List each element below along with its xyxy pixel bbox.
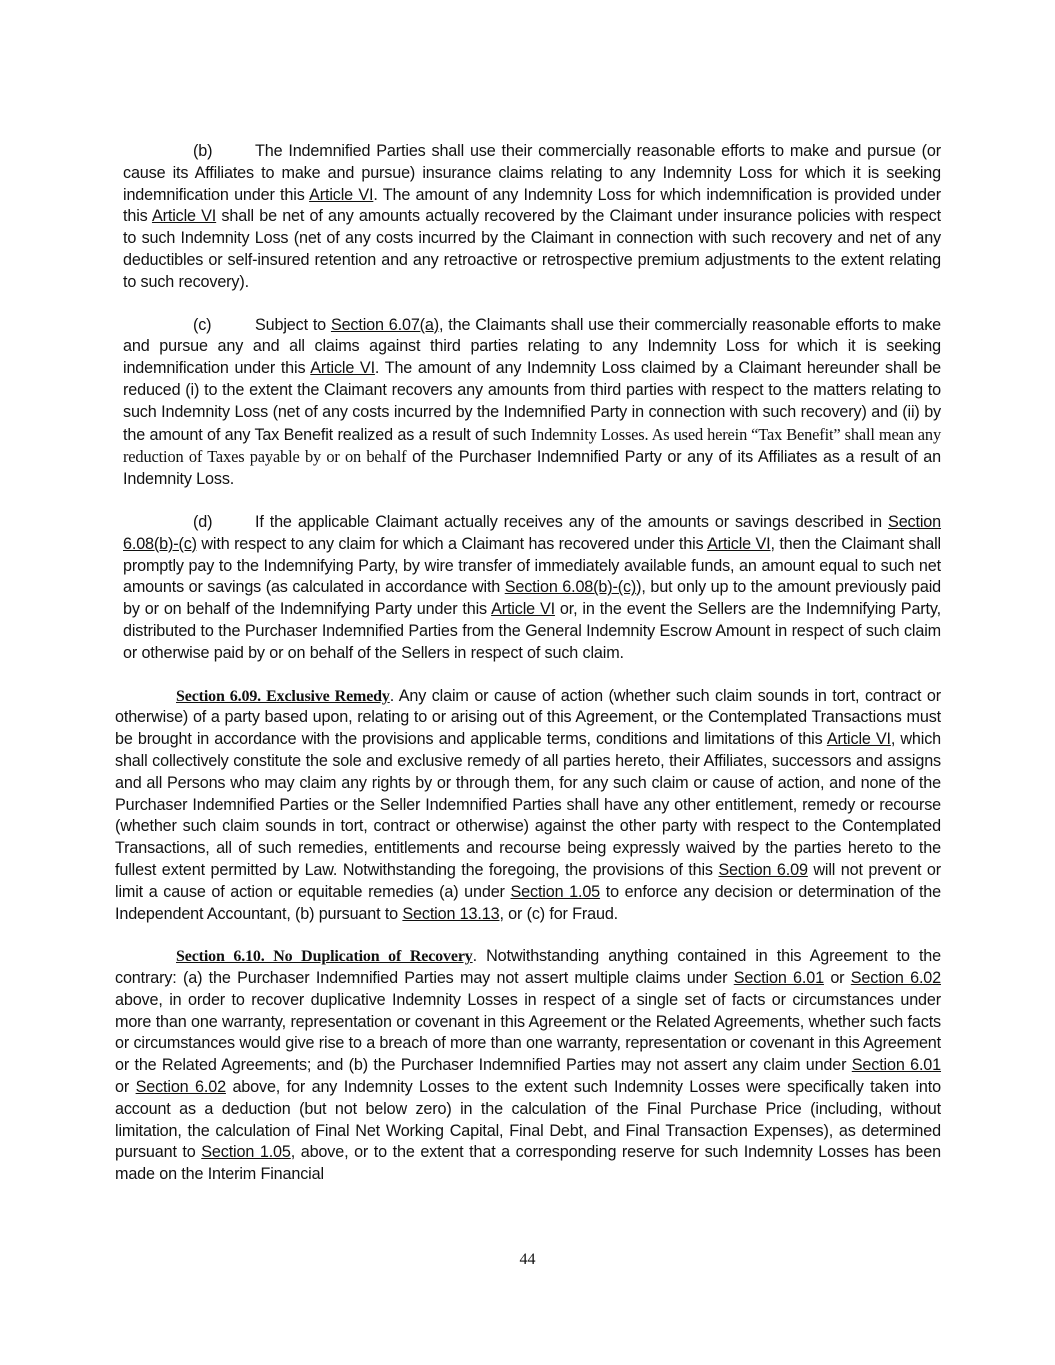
article-reference: Article VI — [309, 185, 374, 204]
paragraph-b: (b) The Indemnified Parties shall use their commercially reasonable efforts to make and pursue (or cause its Affiliates to make and pursue) insurance claims relating to any Indemnity Loss for which it is seeking indemnification under this Article VI. The amount of any Indemnity Loss for which indemnification is provided under this Article VI shall be net of any amounts actually recovered by the Claimant under insurance policies with respect to such Indemnity Loss (net of any costs incurred by the Claimant in connection with such recovery and net of any deductibles or self-insured retention and any retroactive or retrospective premium adjustments to the extent relating to such recovery). — [123, 142, 941, 291]
section-reference: Section 6.02 — [850, 969, 941, 988]
section-heading: Section 6.10. No Duplication of Recovery — [176, 948, 473, 966]
document-page — [115, 141, 941, 1186]
article-reference: Article VI — [310, 359, 375, 378]
paragraph-label: (c) — [193, 315, 212, 334]
section-reference: Section 6.02 — [135, 1078, 226, 1097]
section-reference: Section 6.08(b)-(c) — [504, 578, 637, 597]
section-reference: Section 6.01 — [851, 1056, 942, 1075]
section-reference: Section 6.08(b)-(c) — [123, 512, 941, 553]
section-6-10: Section 6.10. No Duplication of Recovery. Notwithstanding anything contained in this Agreement to the contrary: (a) the Purchaser Indemnified Parties may not assert multiple claims under Section 6.01 or Section 6.02 above, in order to recover duplicative Indemnity Losses in respect of a single set of facts or circumstances under more than one warranty, representation or covenant in this Agreement or the Related Agreements, whether such facts or circumstances would give rise to a breach of more than one warranty, representation or covenant in this Agreement or the Related Agreements; and (b) the Purchaser Indemnified Parties may not assert any claim under Section 6.01 or Section 6.02 above, for any Indemnity Losses to the extent such Indemnity Losses were specifically taken into account as a deduction (but not below zero) in the calculation of the Final Purchase Price (including, without limitation, the calculation of Final Net Working Capital, Final Debt, and Final Transaction Expenses), as determined pursuant to Section 1.05, above, or to the extent that a corresponding reserve for such Indemnity Losses has been made on the Interim Financial — [115, 947, 942, 1184]
paragraph-label: (d) — [193, 512, 213, 531]
page-number: 44 — [519, 1251, 536, 1268]
section-reference: Section 6.07(a) — [330, 315, 440, 334]
paragraph-d: (d) If the applicable Claimant actually receives any of the amounts or savings described in Section 6.08(b)-(c) with respect to any claim for which a Claimant has recovered under this Article VI, then the Claimant shall promptly pay to the Indemnifying Party, by wire transfer of immediately available funds, an amount equal to such net amounts or savings (as calculated in accordance with Section 6.08(b)-(c)), but only up to the amount previously paid by or on behalf of the Indemnifying Party under this Article VI or, in the event the Sellers are the Indemnifying Party, distributed to the Purchaser Indemnified Parties from the General Indemnity Escrow Amount in respect of such claim or otherwise paid by or on behalf of the Sellers in respect of such claim. — [123, 512, 941, 662]
paragraph-label: (b) — [193, 142, 213, 160]
section-heading: Section 6.09. Exclusive Remedy — [176, 687, 390, 705]
section-reference: Section 13.13 — [402, 904, 500, 923]
article-reference: Article VI — [826, 730, 891, 749]
article-reference: Article VI — [151, 207, 217, 226]
section-reference: Section 1.05 — [510, 882, 601, 901]
section-reference: Section 6.01 — [733, 969, 824, 988]
paragraph-c: (c) Subject to Section 6.07(a), the Claimants shall use their commercially reasonable efforts to make and pursue any and all claims against third parties relating to any Indemnity Loss for which it is seeking indemnification under this Article VI. The amount of any Indemnity Loss claimed by a Claimant hereunder shall be reduced (i) to the extent the Claimant recovers any amounts from third parties with respect to the matters relating to such Indemnity Loss (net of any costs incurred by the Indemnified Party in connection with such recovery) and (ii) by the amount of any Tax Benefit realized as a result of such Indemnity Losses. As used herein “Tax Benefit” shall mean any reduction of Taxes payable by or on behalf of the Purchaser Indemnified Party or any of its Affiliates as a result of an Indemnity Loss. — [123, 315, 942, 489]
section-reference: Section 6.09 — [718, 860, 808, 879]
section-reference: Section 1.05 — [201, 1143, 291, 1162]
article-reference: Article VI — [491, 600, 555, 619]
article-reference: Article VI — [707, 534, 771, 553]
section-6-09: Section 6.09. Exclusive Remedy. Any claim or cause of action (whether such claim sounds in tort, contract or otherwise) of a party based upon, relating to or arising out of this Agreement, or the Contemplated Transactions must be brought in accordance with the provisions and applicable terms, conditions and limitations of this Article VI, which shall collectively constitute the sole and exclusive remedy of all parties hereto, their Affiliates, successors and assigns and all Persons who may claim any rights by or through them, for any such claim or cause of action, and none of the Purchaser Indemnified Parties or the Seller Indemnified Parties shall have any other entitlement, remedy or recourse (whether such claim sounds in tort, contract or otherwise) against the other party with respect to the Contemplated Transactions, all of such remedies, entitlements and recourse being expressly waived by the parties hereto to the fullest extent permitted by Law. Notwithstanding the foregoing, the provisions of this Section 6.09 will not prevent or limit a cause of action or equitable remedies (a) under Section 1.05 to enforce any decision or determination of the Independent Accountant, (b) pursuant to Section 13.13, or (c) for Fraud. — [115, 686, 941, 923]
